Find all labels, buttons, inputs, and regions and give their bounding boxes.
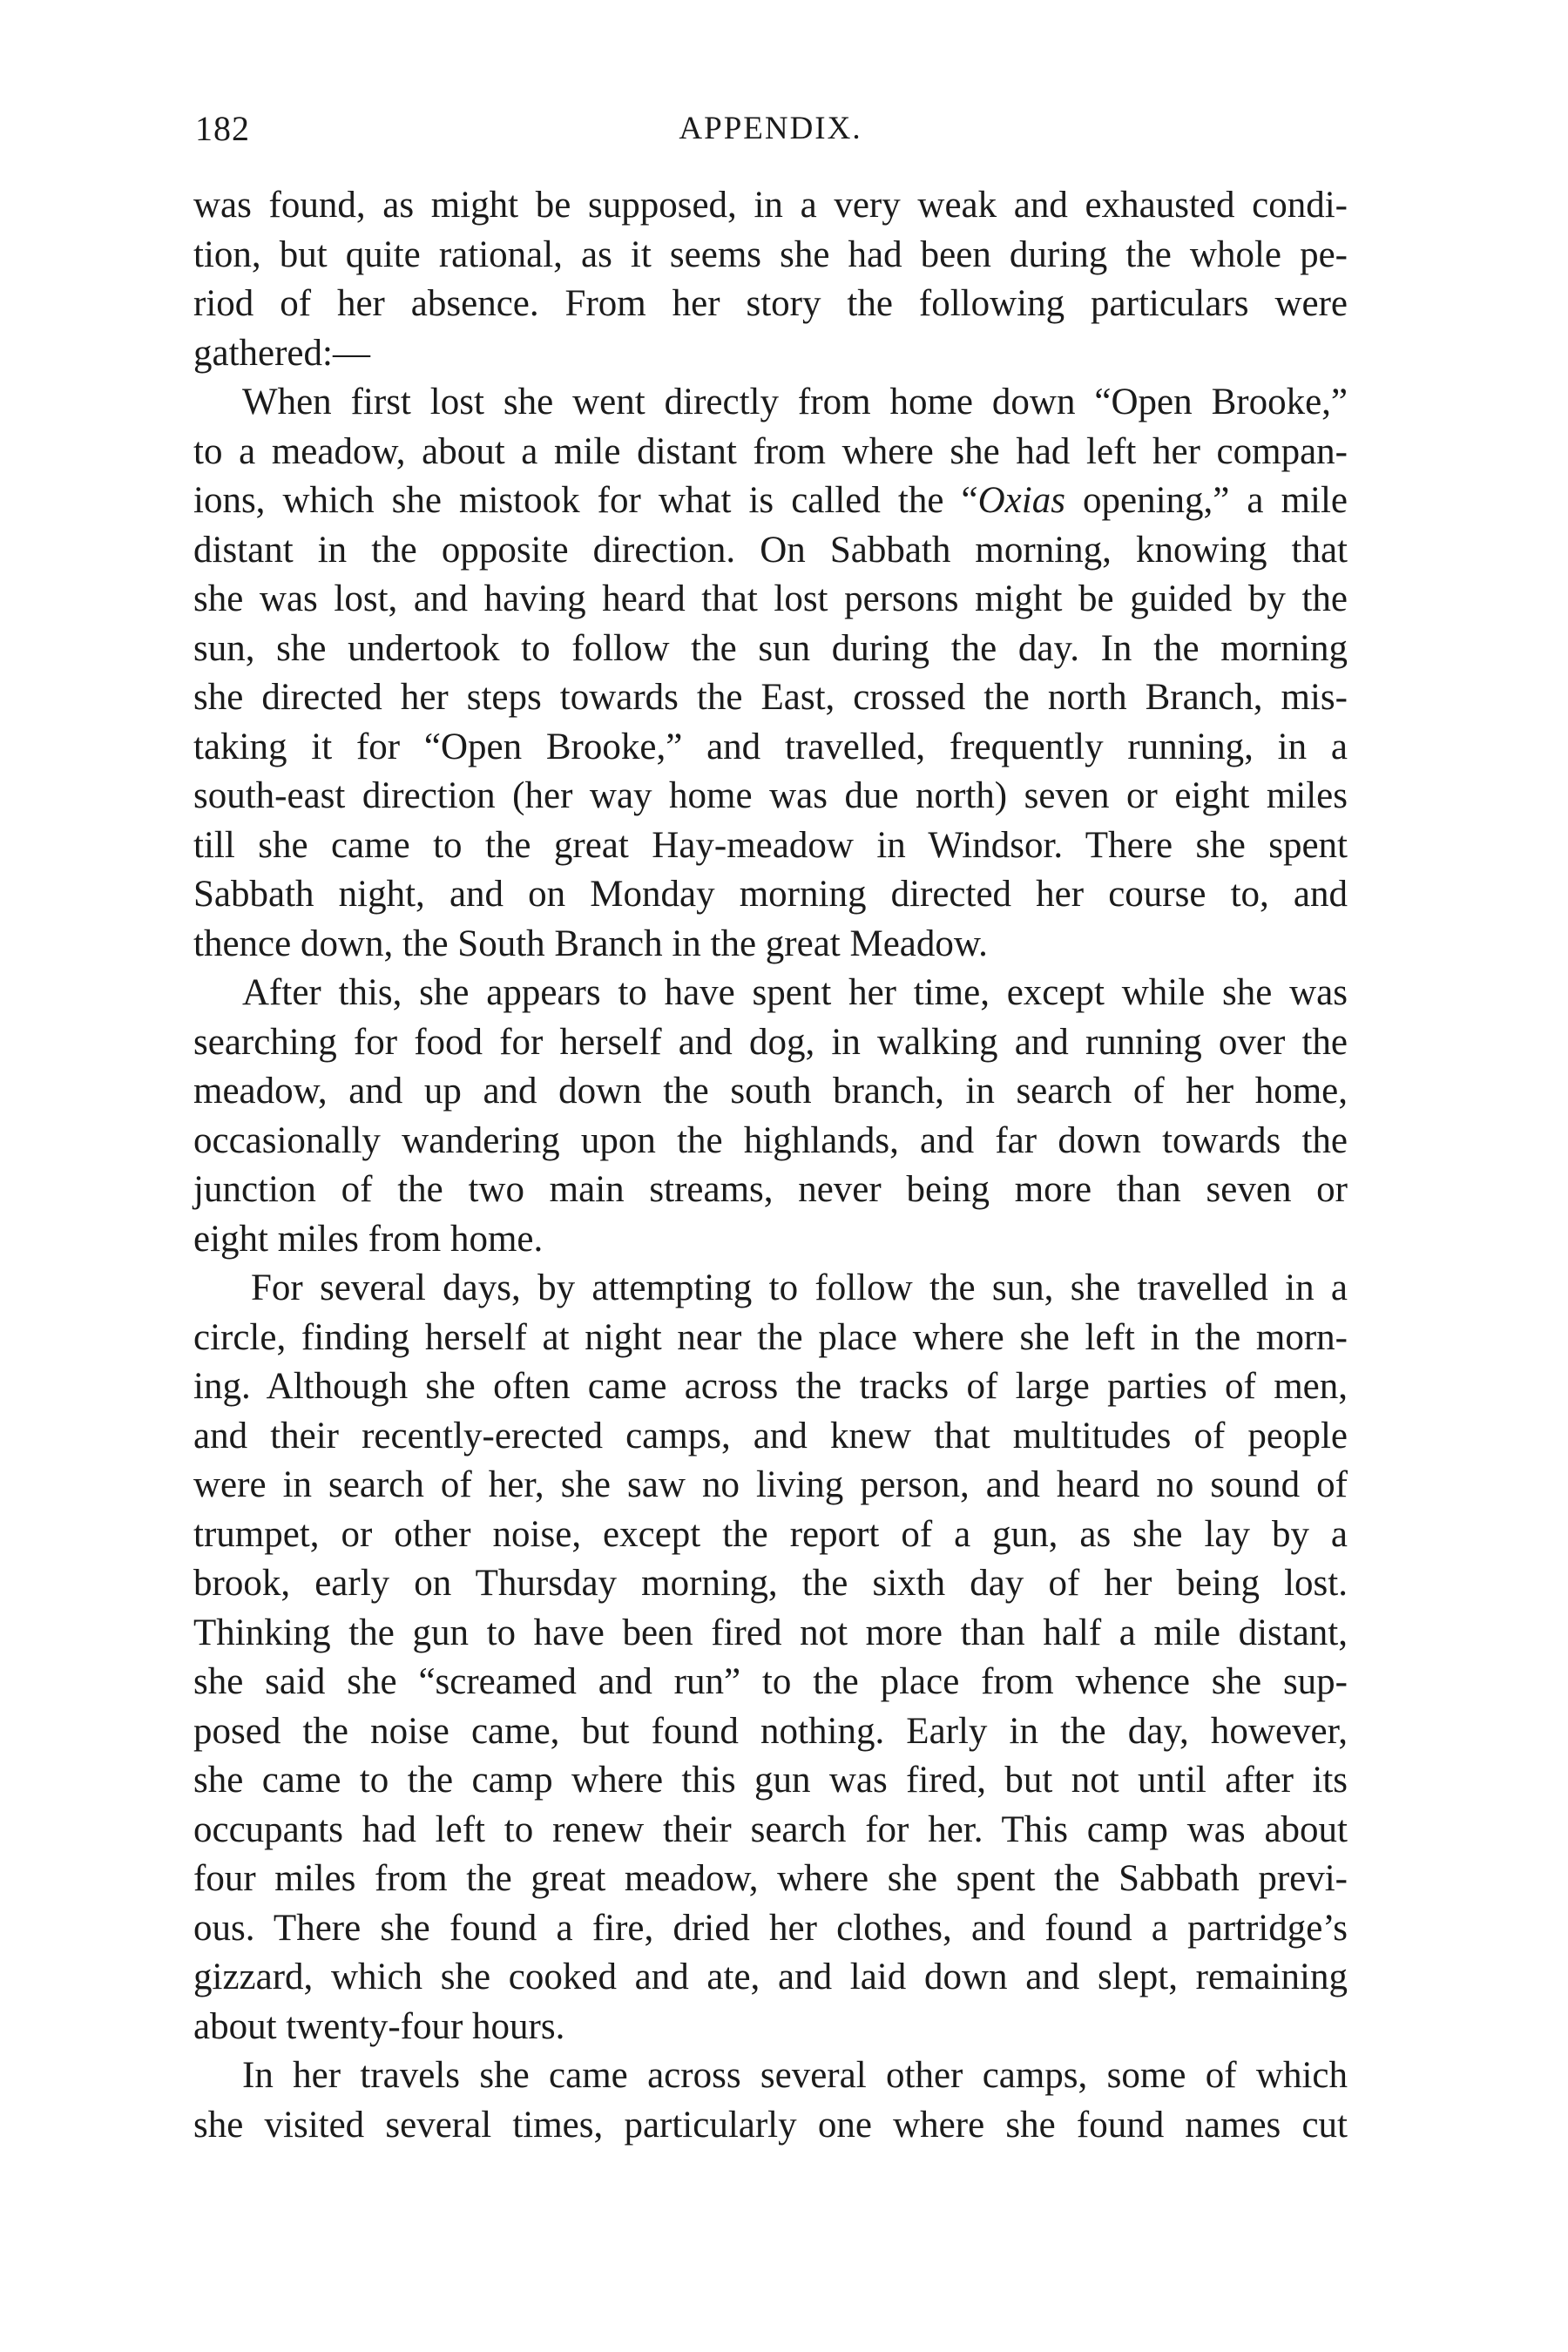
running-head — [193, 103, 1348, 155]
text-fragment: ions, which she mistook for what is called the “ — [193, 480, 978, 521]
text-line: she came to the camp where this gun was fired, but not until after its — [193, 1760, 1348, 1801]
text-line: tion, but quite rational, as it seems she had been during the whole pe- — [193, 233, 1348, 275]
text-line: Thinking the gun to have been fired not more than half a mile distant, — [193, 1612, 1348, 1653]
text-line: she visited several times, particularly one where she found names cut — [193, 2104, 1348, 2146]
text-line: was found, as might be supposed, in a very weak and exhausted condi- — [193, 185, 1348, 226]
text-line: south-east direction (her way home was due north) seven or eight miles — [193, 775, 1348, 816]
body-text — [193, 181, 1348, 2150]
text-line: riod of her absence. From her story the following particulars were — [193, 283, 1348, 324]
text-line: trumpet, or other noise, except the report of a gun, as she lay by a — [193, 1513, 1348, 1555]
text-line: gathered:— — [193, 332, 370, 374]
text-line: occupants had left to renew their search for her. This camp was about — [193, 1808, 1348, 1850]
text-line: distant in the opposite direction. On Sabbath morning, knowing that — [193, 529, 1348, 571]
text-line: ing. Although she often came across the tracks of large parties of men, — [193, 1366, 1348, 1407]
paragraph — [193, 1264, 1348, 2051]
book-page — [193, 103, 1348, 2150]
text-line: In her travels she came across several other camps, some of which — [242, 2055, 1348, 2096]
paragraph — [193, 181, 1348, 378]
text-line: circle, finding herself at night near the place where she left in the morn- — [193, 1316, 1348, 1358]
text-line: were in search of her, she saw no living person, and heard no sound of — [193, 1464, 1348, 1505]
text-line: junction of the two main streams, never being more than seven or — [193, 1169, 1348, 1210]
text-line: thence down, the South Branch in the great Meadow. — [193, 923, 988, 964]
text-line-with-italic — [193, 476, 1348, 526]
text-line: Sabbath night, and on Monday morning directed her course to, and — [193, 874, 1348, 915]
running-title: APPENDIX. — [679, 111, 862, 146]
page-number: 182 — [195, 109, 250, 148]
text-line: posed the noise came, but found nothing. Early in the day, however, — [193, 1710, 1348, 1752]
text-fragment: opening,” a mile — [1064, 480, 1348, 521]
text-line: to a meadow, about a mile distant from where she had left her compan- — [193, 430, 1348, 472]
text-line: four miles from the great meadow, where she spent the Sabbath previ- — [193, 1858, 1348, 1899]
text-line: ous. There she found a fire, dried her clothes, and found a partridge’s — [193, 1907, 1348, 1949]
text-line: she said she “screamed and run” to the place from whence she sup- — [193, 1661, 1348, 1702]
text-line: gizzard, which she cooked and ate, and laid down and slept, remaining — [193, 1957, 1348, 1997]
paragraph — [193, 2051, 1348, 2150]
text-line: searching for food for herself and dog, in walking and running over the — [193, 1021, 1348, 1063]
paragraph — [193, 378, 1348, 969]
text-line: meadow, and up and down the south branch, in search of her home, — [193, 1071, 1348, 1112]
text-line: When first lost she went directly from home down “Open Brooke,” — [242, 382, 1348, 422]
text-line: After this, she appears to have spent her time, except while she was — [242, 972, 1348, 1013]
text-line: eight miles from home. — [193, 1218, 544, 1260]
text-line: taking it for “Open Brooke,” and travelled, frequently running, in a — [193, 726, 1348, 767]
text-line: and their recently-erected camps, and knew that multitudes of people — [193, 1415, 1348, 1456]
text-line: sun, she undertook to follow the sun during the day. In the morning — [193, 627, 1348, 669]
text-line: For several days, by attempting to follow the sun, she travelled in a — [251, 1267, 1348, 1308]
text-line: she directed her steps towards the East, crossed the north Branch, mis- — [193, 677, 1348, 718]
text-line: till she came to the great Hay-meadow in Windsor. There she spent — [193, 824, 1348, 866]
text-line: about twenty-four hours. — [193, 2005, 565, 2047]
text-line: brook, early on Thursday morning, the sixth day of her being lost. — [193, 1563, 1348, 1604]
text-line: occasionally wandering upon the highlands, and far down towards the — [193, 1119, 1348, 1161]
italic-term: Oxias — [977, 480, 1065, 521]
paragraph — [193, 969, 1348, 1264]
text-line: she was lost, and having heard that lost persons might be guided by the — [193, 578, 1348, 619]
